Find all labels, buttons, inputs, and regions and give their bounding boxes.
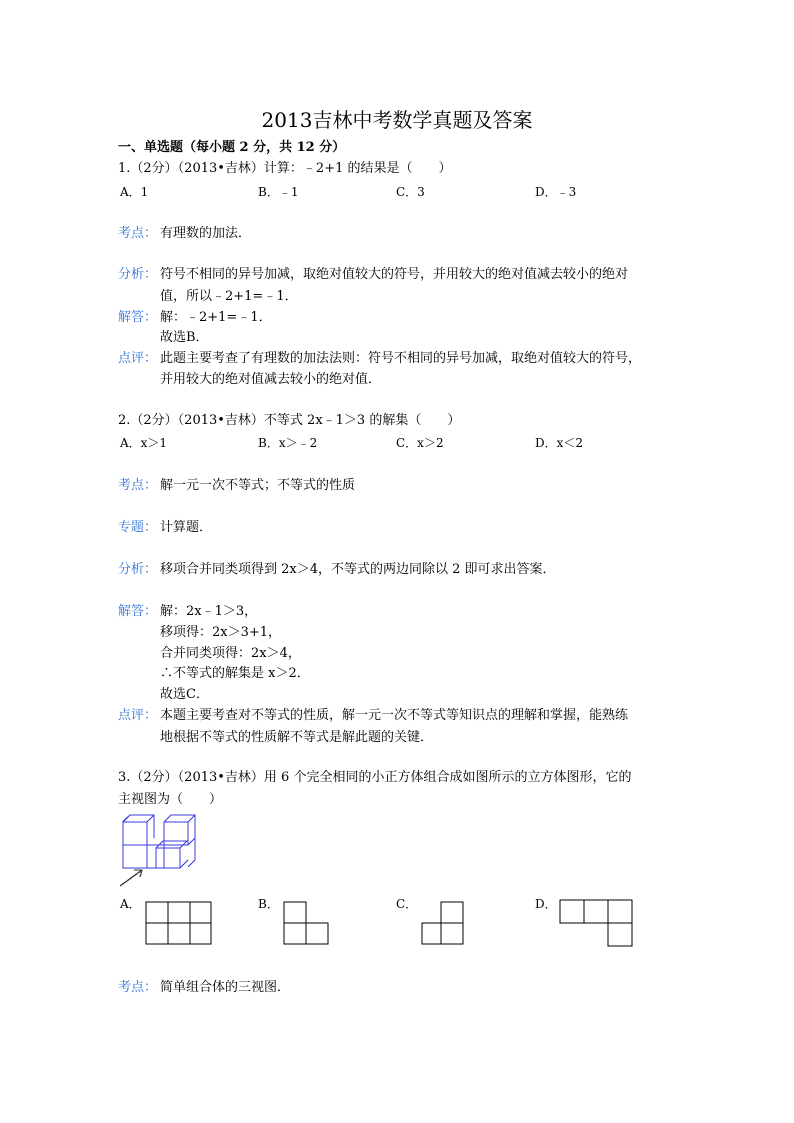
q1-dianping-line-1: 此题主要考查了有理数的加法法则：符号不相同的异号加减，取绝对值较大的符号， <box>160 351 642 366</box>
q2-fenxi: 移项合并同类项得到 2x＞4，不等式的两边同除以 2 即可求出答案． <box>160 562 556 577</box>
q2-dianping-line-1: 本题主要考查对不等式的性质，解一元一次不等式等知识点的理解和掌握，能熟练 <box>160 708 629 723</box>
q3-kaodian-label: 考点： <box>118 980 158 995</box>
q1-fenxi-line-2: 值，所以﹣2+1=﹣1． <box>160 289 298 304</box>
q1-jieda-label: 解答： <box>118 310 158 325</box>
q2-fenxi-label: 分析： <box>118 562 158 577</box>
q3-stem-line-1: 3.（2分）（2013•吉林）用 6 个完全相同的小正方体组合成如图所示的立方体图形，它的 <box>118 770 632 785</box>
q1-option-a: A．1 <box>120 185 149 199</box>
q1-fenxi-line-1: 符号不相同的异号加减，取绝对值较大的符号，并用较大的绝对值减去较小的绝对 <box>160 267 629 282</box>
q1-jieda-line-1: 解：﹣2+1=﹣1． <box>160 310 272 325</box>
q1-option-c: C．3 <box>396 185 425 199</box>
section-heading: 一、单选题（每小题 2 分，共 12 分） <box>118 140 346 155</box>
q2-kaodian: 解一元一次不等式；不等式的性质 <box>160 478 356 493</box>
q2-stem: 2.（2分）（2013•吉林）不等式 2x﹣1＞3 的解集（ ） <box>118 413 461 428</box>
q2-jieda-line-4: ∴不等式的解集是 x＞2． <box>160 666 310 681</box>
q1-kaodian-label: 考点： <box>118 226 158 241</box>
q1-jieda-line-2: 故选B． <box>160 330 209 345</box>
q2-option-b: B．x＞﹣2 <box>258 436 318 450</box>
q3-option-d-figure <box>558 898 636 948</box>
view-direction-arrow-icon <box>120 870 142 886</box>
q3-kaodian: 简单组合体的三视图． <box>160 980 291 995</box>
q2-jieda-label: 解答： <box>118 604 158 619</box>
cube-stack-figure <box>116 810 202 890</box>
q2-jieda-line-1: 解：2x﹣1＞3， <box>160 604 258 619</box>
q2-jieda-line-3: 合并同类项得：2x＞4， <box>160 646 301 661</box>
q2-option-d: D．x＜2 <box>535 436 584 450</box>
q1-fenxi-label: 分析： <box>118 267 158 282</box>
q2-option-a: A．x＞1 <box>120 436 168 450</box>
q3-option-d-label: D． <box>535 897 557 911</box>
q2-zhuanti-label: 专题： <box>118 520 158 535</box>
q2-jieda-line-5: 故选C． <box>160 687 209 702</box>
q1-kaodian: 有理数的加法． <box>160 226 252 241</box>
q2-zhuanti: 计算题． <box>160 520 213 535</box>
page-title: 2013吉林中考数学真题及答案 <box>261 108 533 132</box>
q2-dianping-label: 点评： <box>118 708 158 723</box>
q2-kaodian-label: 考点： <box>118 478 158 493</box>
q1-stem: 1.（2分）（2013•吉林）计算：﹣2+1 的结果是（ ） <box>118 161 452 176</box>
q1-dianping-label: 点评： <box>118 351 158 366</box>
q2-jieda-line-2: 移项得：2x＞3+1， <box>160 625 282 640</box>
q3-option-b-figure <box>282 900 332 946</box>
q1-dianping-line-2: 并用较大的绝对值减去较小的绝对值． <box>160 372 382 387</box>
q2-dianping-line-2: 地根据不等式的性质解不等式是解此题的关键． <box>160 730 434 745</box>
q3-stem-line-2: 主视图为（ ） <box>118 792 223 807</box>
q3-option-a-label: A． <box>120 897 141 911</box>
q3-option-b-label: B． <box>258 897 279 911</box>
q2-option-c: C．x＞2 <box>396 436 444 450</box>
q3-option-a-figure <box>144 900 214 946</box>
q1-option-d: D．﹣3 <box>535 185 577 199</box>
q3-option-c-figure <box>420 900 466 946</box>
q1-option-b: B．﹣1 <box>258 185 299 199</box>
q3-option-c-label: C． <box>396 897 418 911</box>
